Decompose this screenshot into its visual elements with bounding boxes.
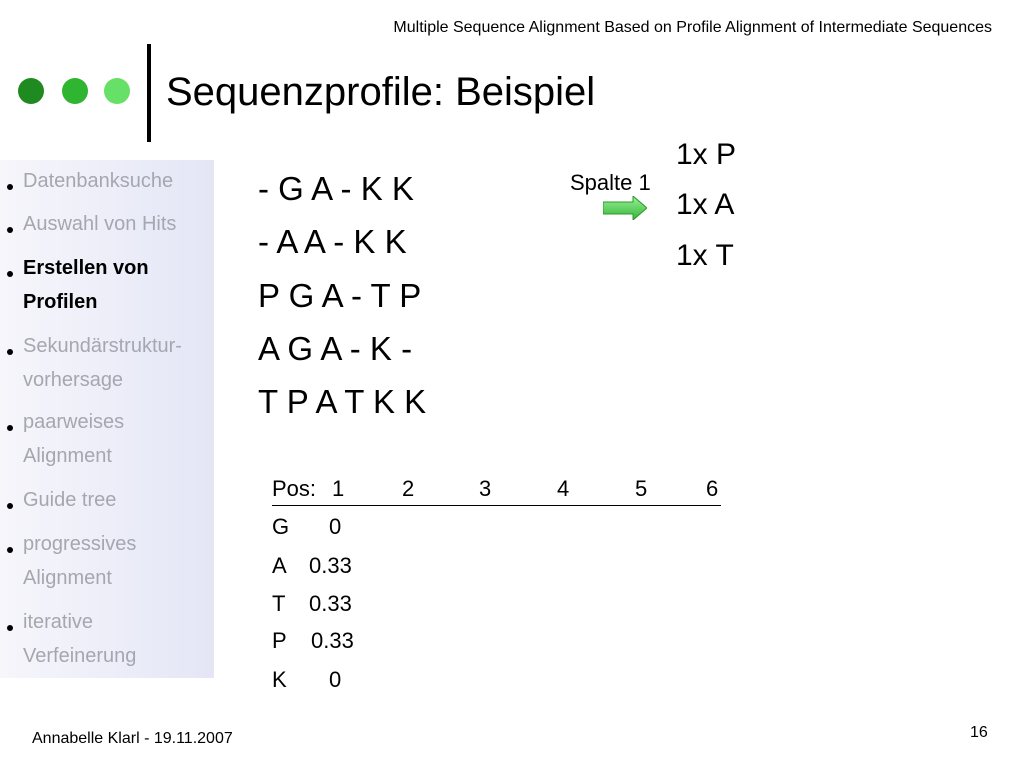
- sidebar-item-erstellen-von-profilen: [6, 251, 211, 319]
- sidebar-item-label: Auswahl von Hits: [23, 213, 177, 235]
- sequence-row: P G A - T P: [258, 277, 422, 314]
- sequence-row: - A A - K K: [258, 223, 407, 260]
- residue-frequency: 0: [329, 514, 342, 539]
- bullet-icon: [7, 271, 13, 277]
- pos-number: 3: [479, 476, 492, 501]
- footer-author: Annabelle Klarl - 19.11.2007: [32, 730, 233, 747]
- sequence-row: T P A T K K: [258, 383, 427, 420]
- count-item: 1x T: [676, 239, 734, 272]
- sidebar-item-label: paarweises Alignment: [23, 411, 125, 467]
- residue-frequency: 0.33: [309, 591, 352, 616]
- sidebar-item-label: iterative Verfeinerung: [23, 611, 137, 667]
- dot-medium-green: [62, 78, 88, 104]
- residue-letter: G: [272, 514, 290, 539]
- sidebar-item-label: Guide tree: [23, 489, 117, 511]
- arrow-right-icon: [603, 196, 647, 220]
- sidebar-item-datenbanksuche: [6, 164, 211, 198]
- sidebar-item-paarweises-alignment: [6, 405, 211, 473]
- bullet-icon: [7, 503, 13, 509]
- sidebar-item-iterative-verfeinerung: [6, 605, 211, 673]
- residue-letter: T: [272, 591, 286, 616]
- bullet-icon: [7, 227, 13, 233]
- sidebar-item-progressives-alignment: [6, 527, 211, 595]
- count-item: 1x A: [676, 188, 735, 221]
- bullet-icon: [7, 625, 13, 631]
- sidebar-item-auswahl-von-hits: [6, 207, 211, 241]
- residue-frequency: 0.33: [309, 553, 352, 578]
- presentation-title: Multiple Sequence Alignment Based on Profile Alignment of Intermediate Sequences: [393, 19, 992, 36]
- residue-letter: P: [272, 628, 287, 653]
- pos-number: 5: [635, 476, 648, 501]
- sidebar-item-label: Erstellen von Profilen: [23, 257, 149, 313]
- dot-dark-green: [18, 78, 44, 104]
- count-item: 1x P: [676, 138, 737, 171]
- residue-frequency: 0: [329, 667, 342, 692]
- title-divider: [147, 44, 151, 142]
- sidebar-item-guide-tree: [6, 483, 211, 517]
- bullet-icon: [7, 425, 13, 431]
- bullet-icon: [7, 349, 13, 355]
- pos-number: 6: [706, 476, 719, 501]
- sidebar-item-label: Datenbanksuche: [23, 170, 174, 192]
- bullet-icon: [7, 184, 13, 190]
- profile-header-row: [272, 474, 721, 506]
- residue-frequency: 0.33: [311, 628, 354, 653]
- column-label: Spalte 1: [570, 170, 651, 195]
- pos-label: Pos:: [272, 476, 317, 501]
- slide-title: Sequenzprofile: Beispiel: [166, 70, 596, 114]
- pos-number: 4: [557, 476, 570, 501]
- sidebar-outline: [0, 160, 214, 678]
- pos-number: 1: [332, 476, 345, 501]
- bullet-icon: [7, 547, 13, 553]
- sidebar-item-label: Sekundärstruktur-vorhersage: [23, 335, 182, 391]
- residue-letter: A: [272, 553, 287, 578]
- page-number: 16: [970, 724, 988, 741]
- sequence-row: A G A - K -: [258, 330, 413, 367]
- sidebar-item-sekundaerstrukturvorhersage: [6, 329, 211, 397]
- dot-light-green: [104, 78, 130, 104]
- residue-letter: K: [272, 667, 287, 692]
- pos-number: 2: [402, 476, 415, 501]
- sidebar-item-label: progressives Alignment: [23, 533, 137, 589]
- sequence-row: - G A - K K: [258, 170, 414, 207]
